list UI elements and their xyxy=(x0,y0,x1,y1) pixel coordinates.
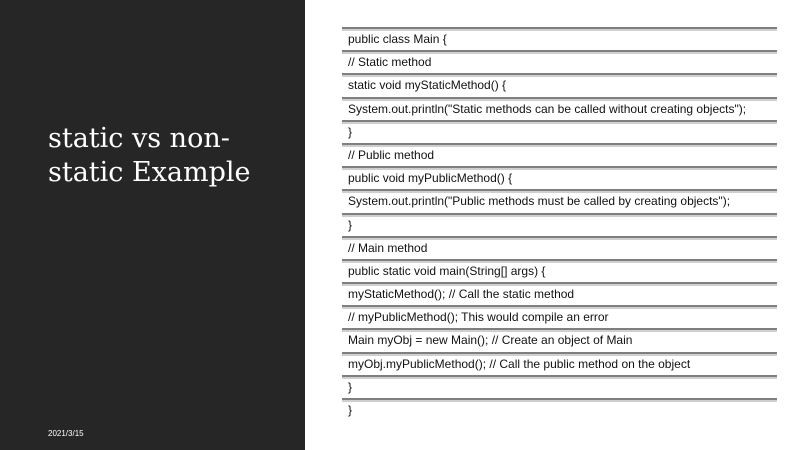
slide-title xyxy=(48,122,293,190)
code-line: // myPublicMethod(); This would compile an error xyxy=(342,305,777,328)
code-line: } xyxy=(342,375,777,398)
code-line: Main myObj = new Main(); // Create an object of Main xyxy=(342,328,777,351)
code-line: } xyxy=(342,398,777,421)
code-line: public class Main { xyxy=(342,27,777,50)
code-line: myStaticMethod(); // Call the static method xyxy=(342,282,777,305)
code-line: System.out.println("Static methods can be called without creating objects"); xyxy=(342,97,777,120)
slide-title-line-2: static Example xyxy=(48,157,251,188)
slide-title-line-1: static vs non- xyxy=(48,123,230,154)
code-line: // Public method xyxy=(342,143,777,166)
code-line: } xyxy=(342,213,777,236)
code-line: myObj.myPublicMethod(); // Call the public method on the object xyxy=(342,352,777,375)
title-panel xyxy=(0,0,305,450)
code-line: // Static method xyxy=(342,50,777,73)
code-table xyxy=(342,27,777,421)
slide-date: 2021/3/15 xyxy=(48,429,84,438)
code-line: public void myPublicMethod() { xyxy=(342,166,777,189)
code-line: } xyxy=(342,120,777,143)
code-line: static void myStaticMethod() { xyxy=(342,73,777,96)
code-line: // Main method xyxy=(342,236,777,259)
code-line: System.out.println("Public methods must be called by creating objects"); xyxy=(342,189,777,212)
code-line: public static void main(String[] args) { xyxy=(342,259,777,282)
